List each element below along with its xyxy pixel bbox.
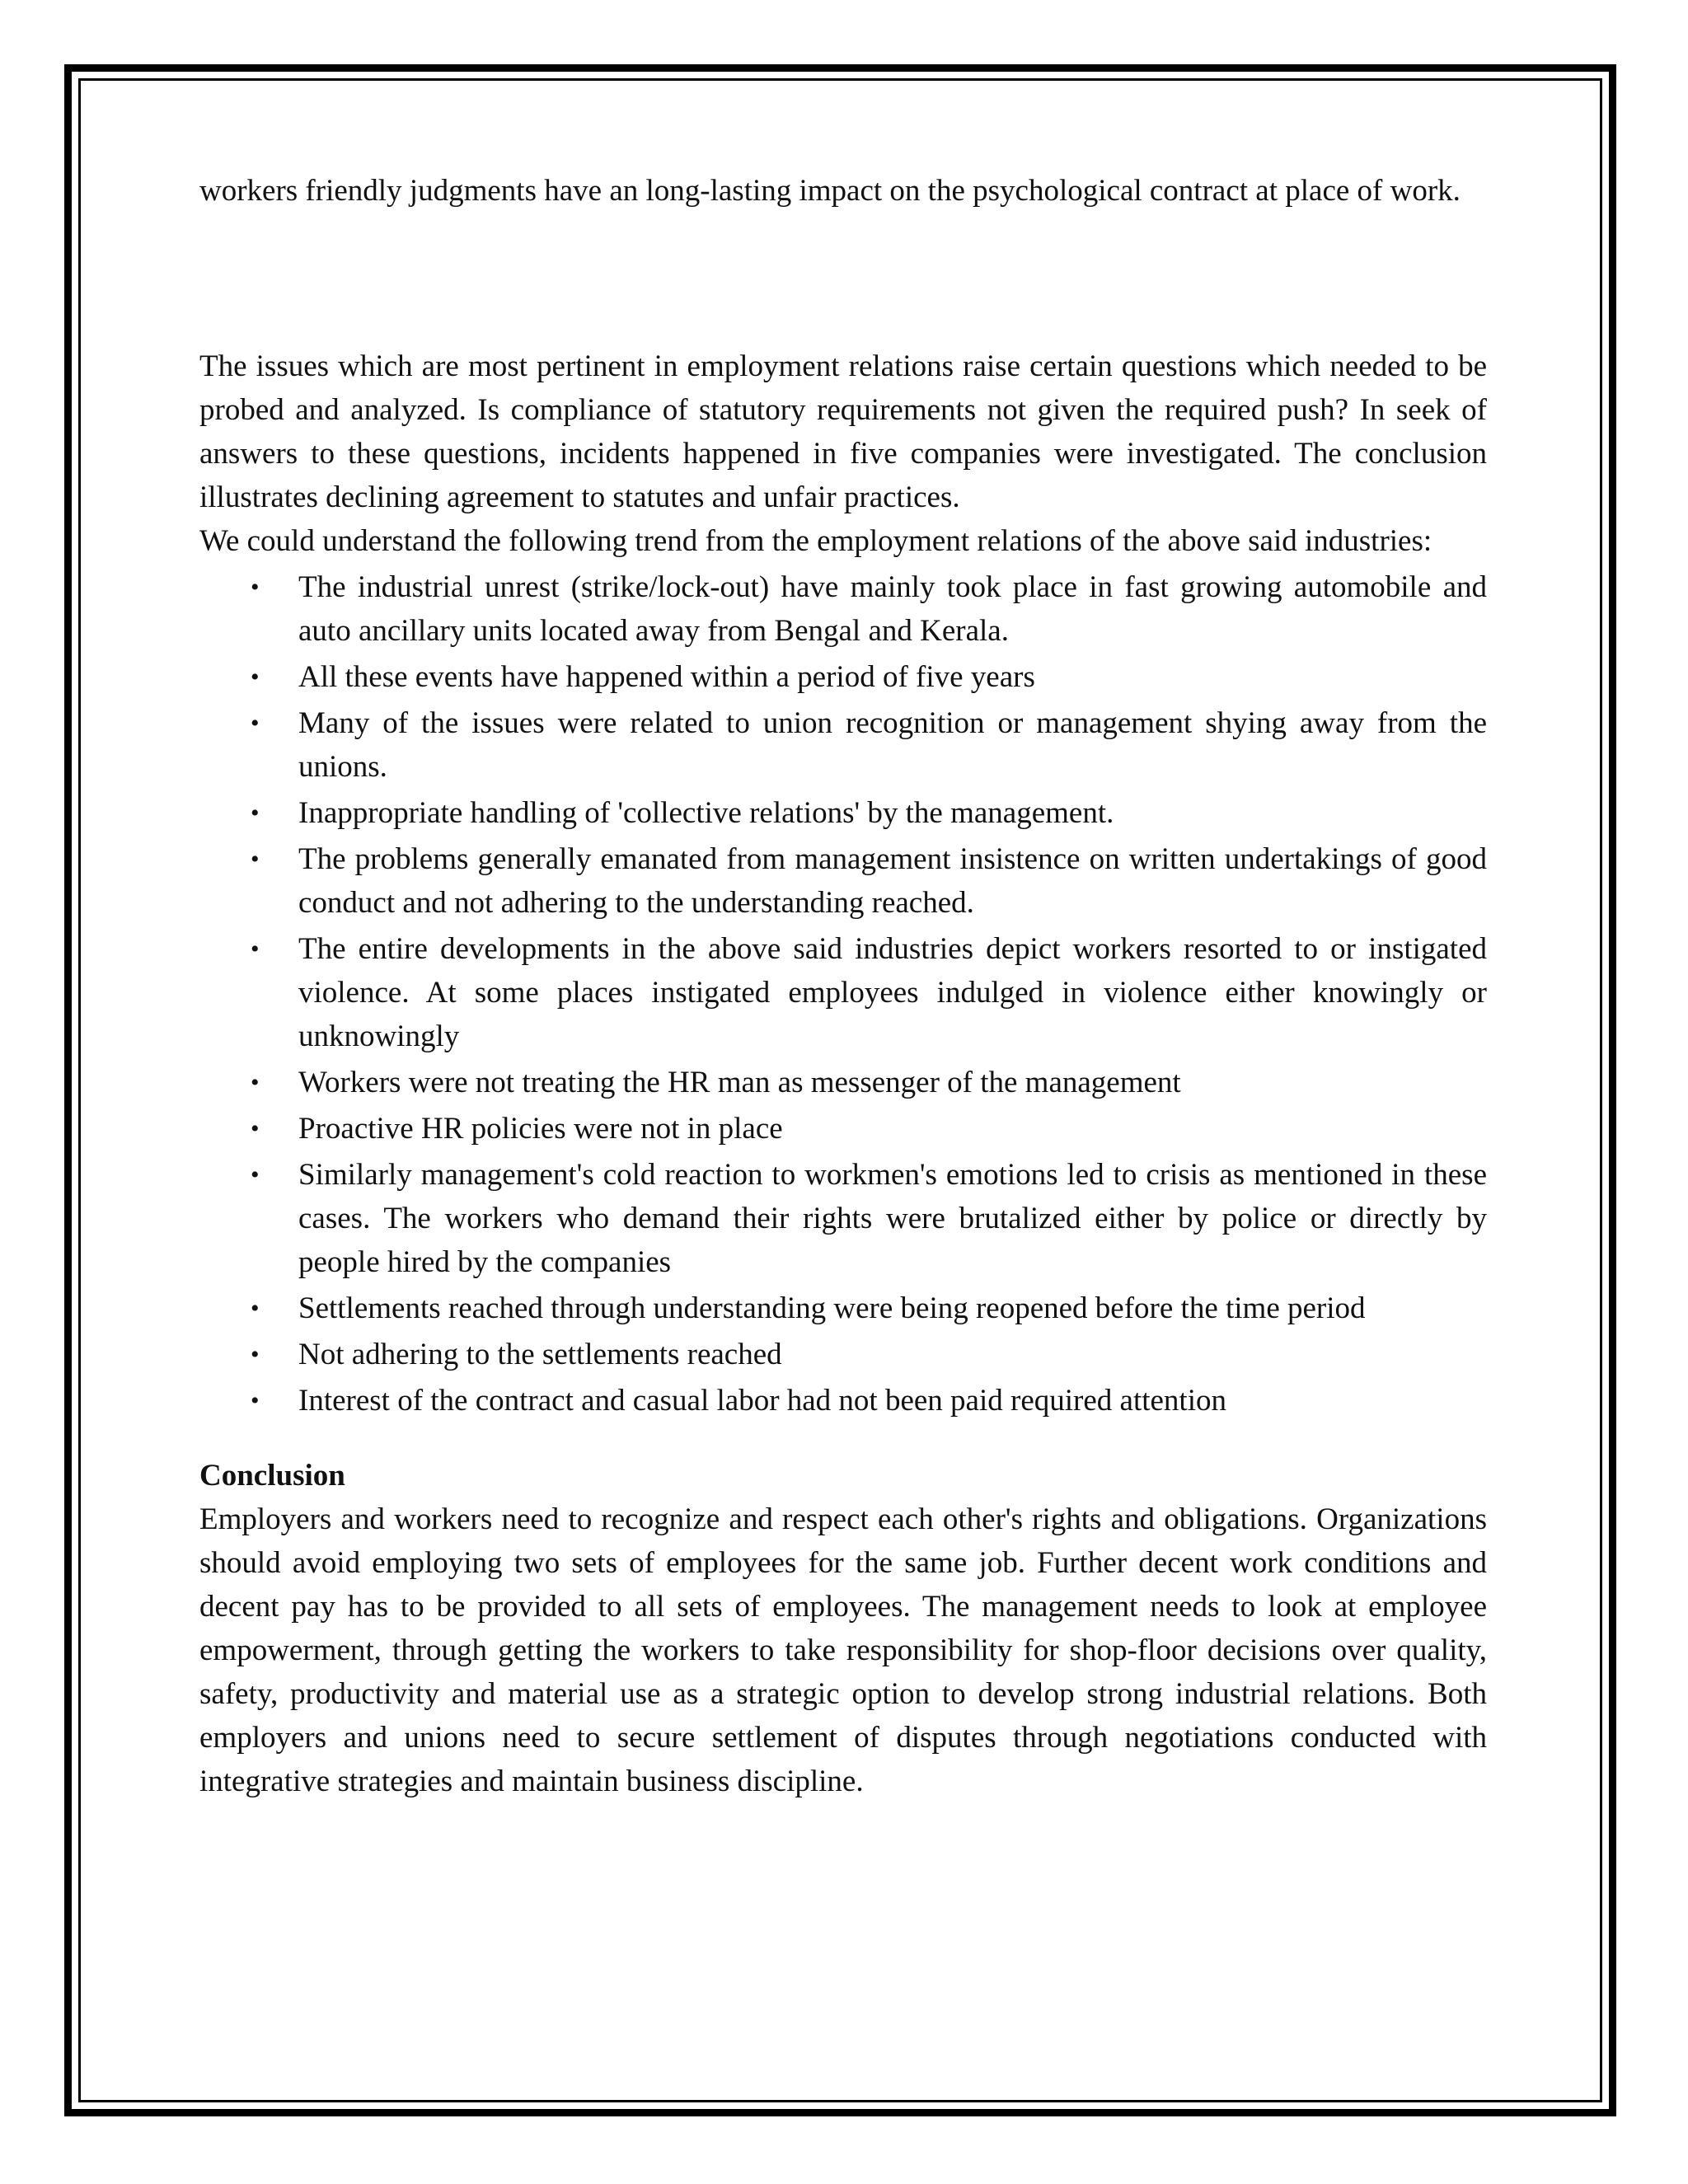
bullet-icon: • bbox=[251, 846, 260, 873]
document-body bbox=[199, 169, 1487, 1803]
list-item-text: Workers were not treating the HR man as messenger of the management bbox=[298, 1066, 1181, 1099]
list-item-text: The entire developments in the above said industries depict workers resorted to or instigated violence. At some places instigated employees indulged in violence either knowingly or unknowingly bbox=[298, 932, 1487, 1053]
list-item-text: Similarly management's cold reaction to workmen's emotions led to crisis as mentioned in these cases. The workers who demand their rights were brutalized either by police or directly by people hired by the companies bbox=[298, 1158, 1487, 1279]
issues-paragraph: The issues which are most pertinent in employment relations raise certain questions which needed to be probed and analyzed. Is compliance of statutory requirements not given the required push? In seek of answers to these questions, incidents happened in five companies were investigated. The conclusion illustrates declining agreement to statutes and unfair practices. bbox=[199, 349, 1487, 514]
conclusion-paragraph: Employers and workers need to recognize and respect each other's rights and obligations. Organizations should avoid employing two sets of employees for the same job. Further decent work conditions and decent pay has to be provided to all sets of employees. The management needs to look at employee empowerment, through getting the workers to take responsibility for shop-floor decisions over quality, safety, productivity and material use as a strategic option to develop strong industrial relations. Both employers and unions need to secure settlement of disputes through negotiations conducted with integrative strategies and maintain business discipline. bbox=[199, 1502, 1487, 1798]
list-item-text: Interest of the contract and casual labor had not been paid required attention bbox=[298, 1384, 1226, 1418]
list-item-text: Settlements reached through understanding were being reopened before the time period bbox=[298, 1291, 1366, 1325]
list-item bbox=[199, 1333, 1487, 1376]
list-item-text: Inappropriate handling of 'collective relations' by the management. bbox=[298, 796, 1114, 830]
intro-paragraph: workers friendly judgments have an long-lasting impact on the psychological contract at place of work. bbox=[199, 174, 1461, 208]
trend-bullet-list bbox=[199, 565, 1487, 1422]
bullet-icon: • bbox=[251, 799, 260, 827]
bullet-icon: • bbox=[251, 1387, 260, 1414]
bullet-icon: • bbox=[251, 574, 260, 601]
list-item bbox=[199, 1379, 1487, 1422]
list-item-text: Many of the issues were related to union recognition or management shying away from the unions. bbox=[298, 706, 1487, 784]
list-item bbox=[199, 1061, 1487, 1104]
bullet-icon: • bbox=[251, 935, 260, 963]
bullet-icon: • bbox=[251, 1115, 260, 1142]
list-item bbox=[199, 927, 1487, 1058]
conclusion-heading: Conclusion bbox=[199, 1459, 345, 1493]
list-item-text: The problems generally emanated from management insistence on written undertakings of good conduct and not adhering to the understanding reached. bbox=[298, 842, 1487, 920]
list-item-text: Not adhering to the settlements reached bbox=[298, 1338, 782, 1371]
list-item-text: The industrial unrest (strike/lock-out) have mainly took place in fast growing automobile and auto ancillary units located away from Bengal and Kerala. bbox=[298, 570, 1487, 648]
list-item bbox=[199, 1286, 1487, 1330]
bullet-icon: • bbox=[251, 710, 260, 737]
list-item bbox=[199, 701, 1487, 789]
list-item bbox=[199, 565, 1487, 653]
bullet-icon: • bbox=[251, 1341, 260, 1368]
bullet-icon: • bbox=[251, 1295, 260, 1322]
bullet-icon: • bbox=[251, 663, 260, 691]
trend-paragraph: We could understand the following trend from the employment relations of the above said industries: bbox=[199, 524, 1432, 558]
list-item bbox=[199, 1153, 1487, 1284]
list-item bbox=[199, 791, 1487, 835]
list-item bbox=[199, 837, 1487, 925]
list-item bbox=[199, 1107, 1487, 1151]
bullet-icon: • bbox=[251, 1069, 260, 1096]
list-item-text: All these events have happened within a period of five years bbox=[298, 660, 1035, 694]
list-item bbox=[199, 655, 1487, 699]
list-item-text: Proactive HR policies were not in place bbox=[298, 1112, 783, 1146]
bullet-icon: • bbox=[251, 1161, 260, 1188]
